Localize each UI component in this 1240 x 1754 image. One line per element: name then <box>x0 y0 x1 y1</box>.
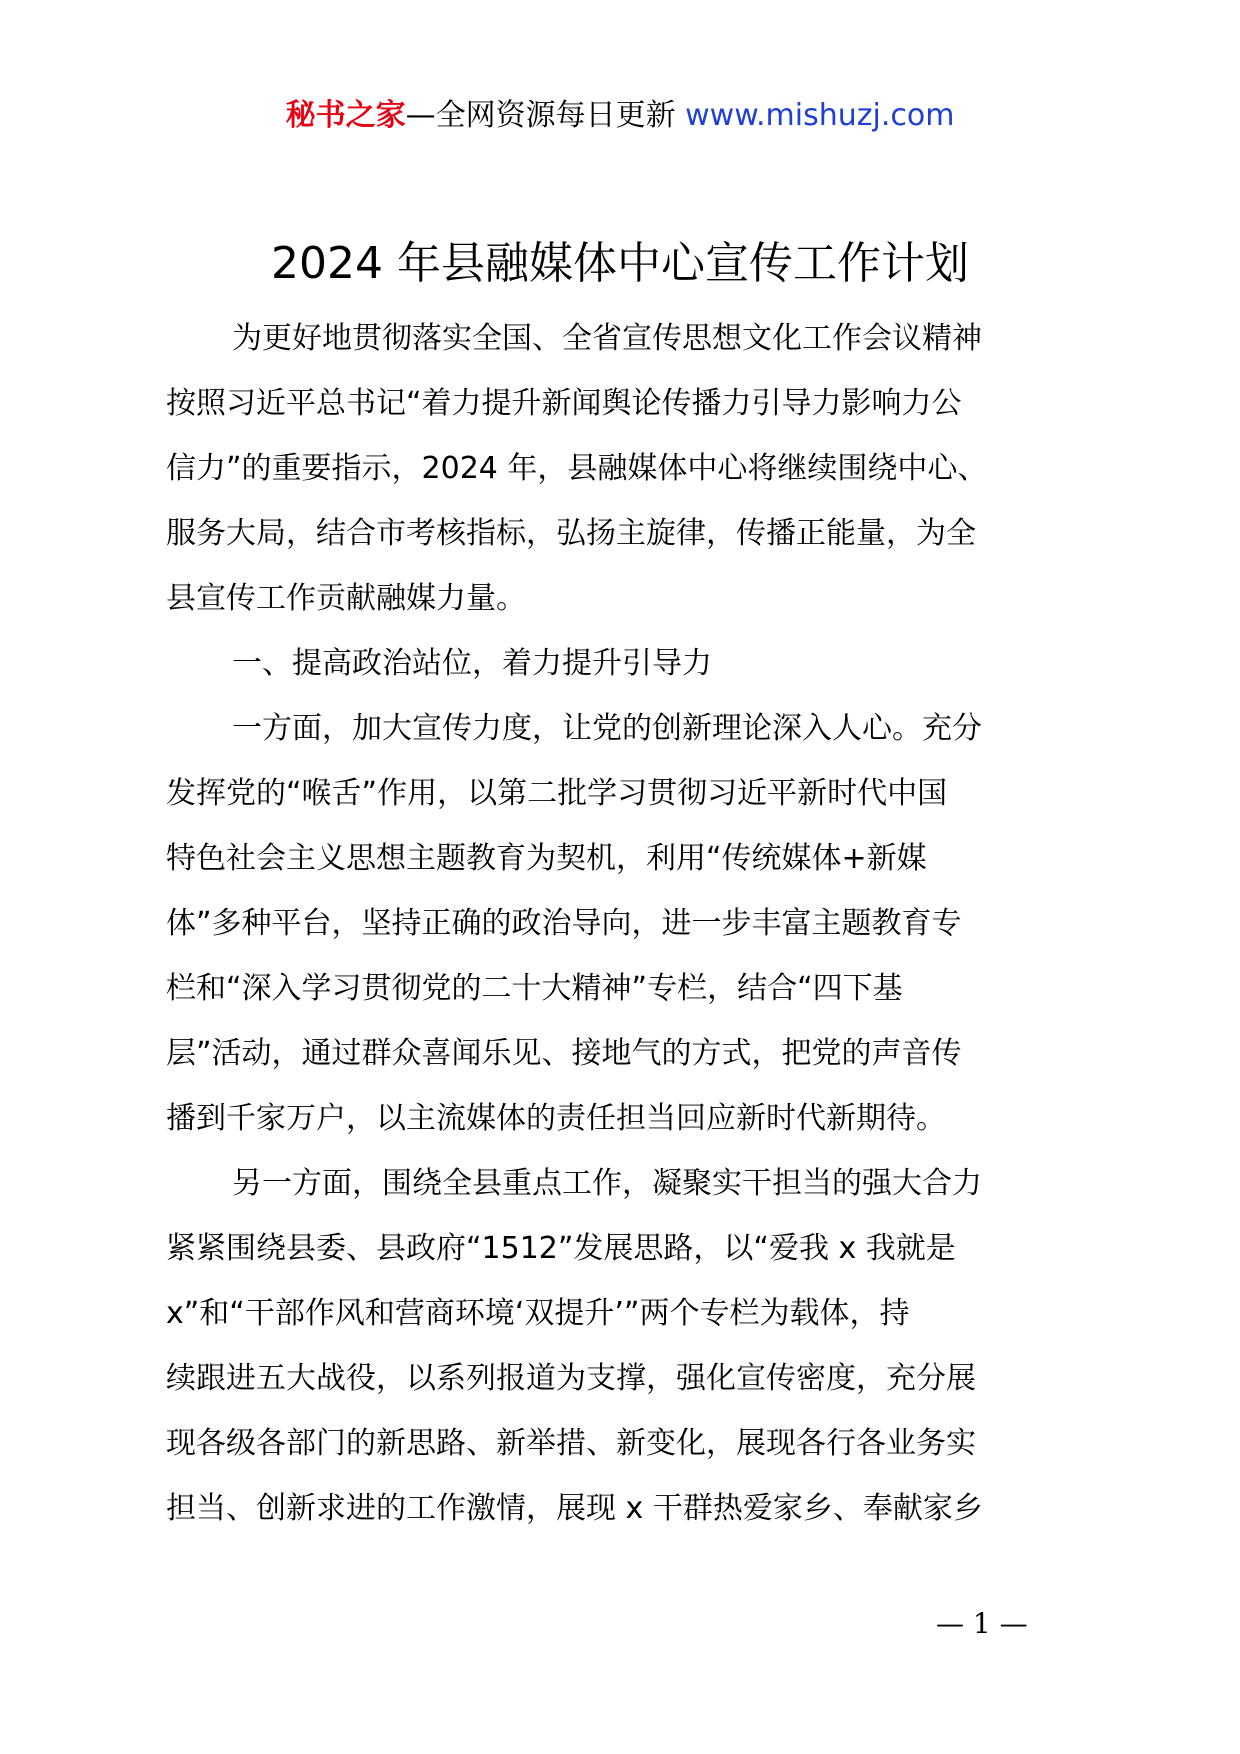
section-heading-1: 一、提高政治站位，着力提升引导力 <box>232 646 712 681</box>
intro-paragraph <box>166 306 1096 631</box>
paragraph-line: 现各级各部门的新思路、新举措、新变化，展现各行各业务实 <box>166 1426 976 1461</box>
paragraph-line: 另一方面，围绕全县重点工作，凝聚实干担当的强大合力 <box>232 1166 982 1201</box>
site-brand: 秘书之家 <box>285 98 406 133</box>
paragraph-line: x”和“干部作风和营商环境‘双提升’”两个专栏为载体，持 <box>166 1296 910 1331</box>
paragraph-line: 特色社会主义思想主题教育为契机，利用“传统媒体+新媒 <box>166 841 927 876</box>
site-banner <box>0 96 1240 136</box>
paragraph-line: 担当、创新求进的工作激情，展现 x 干群热爱家乡、奉献家乡 <box>166 1491 983 1526</box>
site-url-link[interactable]: www.mishuzj.com <box>685 98 955 133</box>
paragraph-line: 紧紧围绕县委、县政府“1512”发展思路，以“爱我 x 我就是 <box>166 1231 956 1266</box>
paragraph-line: 续跟进五大战役，以系列报道为支撑，强化宣传密度，充分展 <box>166 1361 976 1396</box>
section-1-paragraph-1 <box>166 696 1096 1151</box>
paragraph-line: 体”多种平台，坚持正确的政治导向，进一步丰富主题教育专 <box>166 906 962 941</box>
paragraph-line: 发挥党的“喉舌”作用，以第二批学习贯彻习近平新时代中国 <box>166 776 948 811</box>
paragraph-line: 层”活动，通过群众喜闻乐见、接地气的方式，把党的声音传 <box>166 1036 962 1071</box>
document-title: 2024 年县融媒体中心宣传工作计划 <box>271 238 969 289</box>
paragraph-line: 一方面，加大宣传力度，让党的创新理论深入人心。充分 <box>232 711 982 746</box>
page-number: — 1 — <box>936 1607 1028 1640</box>
paragraph-line: 栏和“深入学习贯彻党的二十大精神”专栏，结合“四下基 <box>166 971 903 1006</box>
paragraph-line: 按照习近平总书记“着力提升新闻舆论传播力引导力影响力公 <box>166 386 962 421</box>
document-body <box>166 306 1096 1541</box>
paragraph-line: 服务大局，结合市考核指标，弘扬主旋律，传播正能量，为全 <box>166 516 976 551</box>
paragraph-line: 为更好地贯彻落实全国、全省宣传思想文化工作会议精神 <box>232 321 982 356</box>
site-tagline: —全网资源每日更新 <box>405 98 676 133</box>
paragraph-line: 播到千家万户，以主流媒体的责任担当回应新时代新期待。 <box>166 1101 946 1136</box>
paragraph-line: 信力”的重要指示，2024 年，县融媒体中心将继续围绕中心、 <box>166 451 988 486</box>
paragraph-line: 县宣传工作贡献融媒力量。 <box>166 581 526 616</box>
section-1-paragraph-2 <box>166 1151 1096 1541</box>
